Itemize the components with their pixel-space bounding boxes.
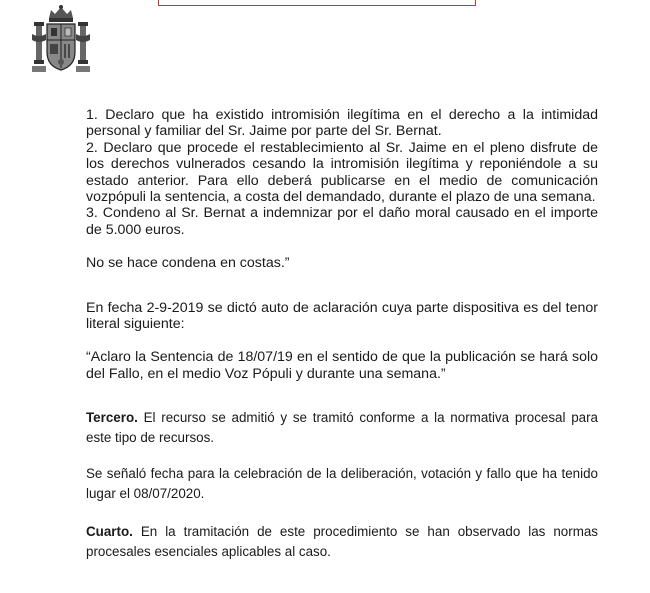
tercero-label: Tercero. bbox=[86, 410, 138, 426]
document-header-box bbox=[158, 0, 476, 6]
signer-name bbox=[165, 0, 284, 2]
coat-of-arms-icon bbox=[30, 4, 92, 76]
aclaro-quote: “Aclaro la Sentencia de 18/07/19 en el sentido de que la publicación se hará solo del Fallo, en el medio Voz Pópuli y durante una semana.” bbox=[86, 349, 598, 382]
costas-paragraph: No se hace condena en costas.” bbox=[86, 255, 290, 272]
fecha-paragraph: En fecha 2-9-2019 se dictó auto de aclaración cuya parte dispositiva es del tenor literal siguiente: bbox=[86, 299, 598, 333]
cuarto-label: Cuarto. bbox=[86, 524, 133, 540]
ruling-item-1: 1. Declaro que ha existido intromisión ilegítima en el derecho a la intimidad personal y familiar del Sr. Jaime por parte del Sr. Bernat. bbox=[86, 107, 598, 140]
senalo-paragraph: Se señaló fecha para la celebración de la deliberación, votación y fallo que ha tenido lugar el 08/07/2020. bbox=[86, 466, 598, 502]
ruling-item-3: 3. Condeno al Sr. Bernat a indemnizar por el daño moral causado en el importe de 5.000 euros. bbox=[86, 205, 598, 238]
cuarto-text: En la tramitación de este procedimiento se han observado las normas procesales esenciales aplicables al caso. bbox=[86, 524, 598, 560]
cuarto-paragraph bbox=[86, 522, 598, 562]
tercero-paragraph bbox=[86, 408, 598, 448]
ruling-item-2: 2. Declaro que procede el restablecimiento al Sr. Jaime en el pleno disfrute de los derechos vulnerados cesando la intromisión ilegítima y reponiéndole a su estado anterior. Para ello deberá publicarse en el medio de comunicación vozpópuli la sentencia, a costa del demandado, durante el plazo de una semana. bbox=[86, 139, 598, 206]
document-body bbox=[86, 107, 598, 562]
page-number bbox=[448, 0, 467, 2]
tercero-text: El recurso se admitió y se tramitó conforme a la normativa procesal para este tipo de recursos. bbox=[86, 410, 598, 446]
